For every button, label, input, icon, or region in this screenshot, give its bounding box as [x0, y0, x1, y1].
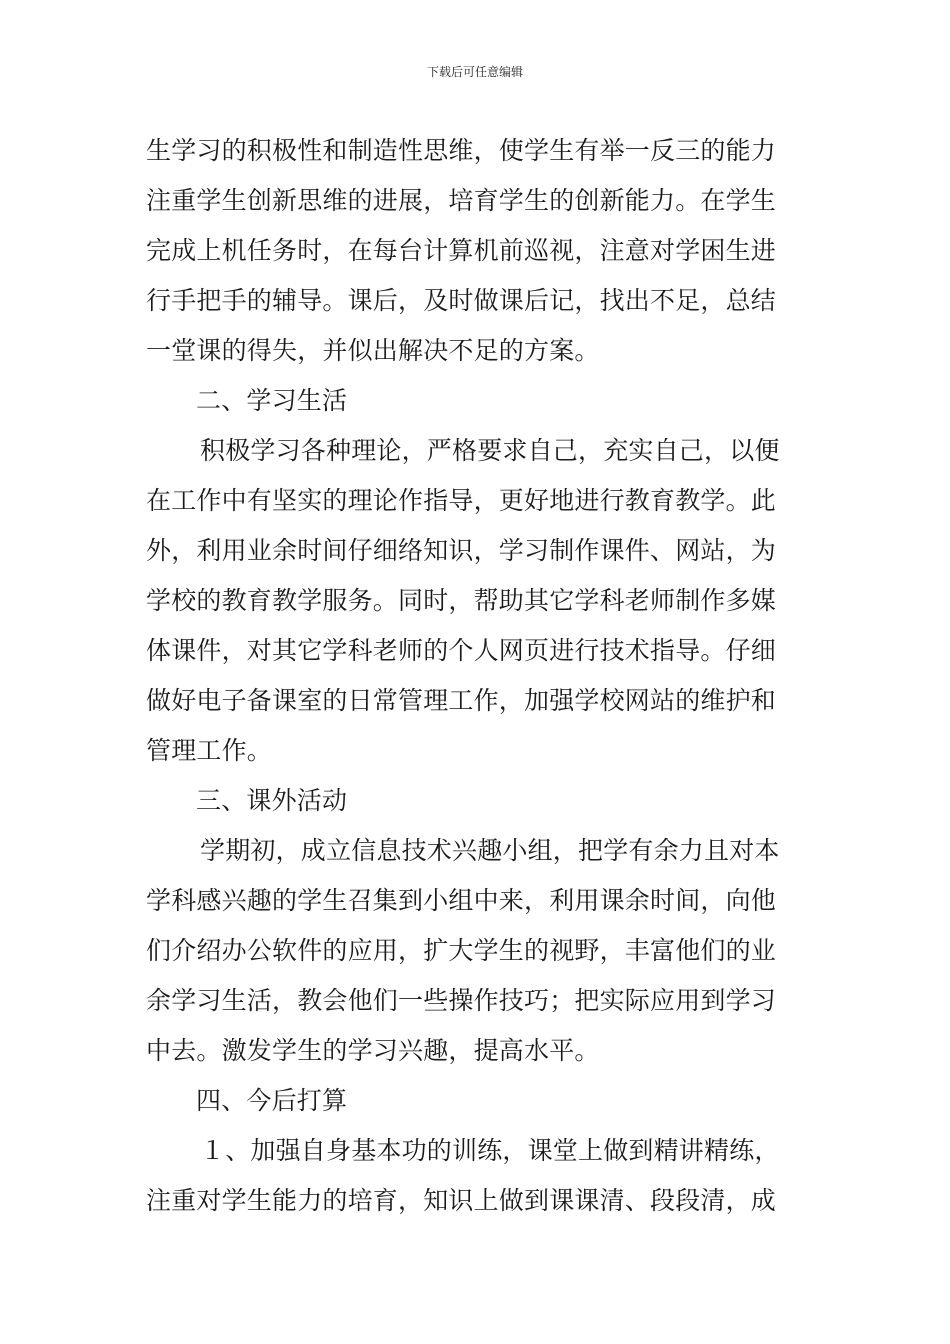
text-line: 学校的教育教学服务。同时，帮助其它学科老师制作多媒 — [146, 586, 777, 615]
page-header: 下载后可任意编辑 — [426, 65, 523, 79]
text-line: 体课件，对其它学科老师的个人网页进行技术指导。仔细 — [146, 636, 777, 665]
text-line: 行手把手的辅导。课后，及时做课后记，找出不足，总结 — [146, 286, 777, 315]
text-line: 在工作中有坚实的理论作指导，更好地进行教育教学。此 — [146, 486, 777, 515]
text-line: 完成上机任务时，在每台计算机前巡视，注意对学困生进 — [146, 236, 777, 265]
text-line: 外，利用业余时间仔细络知识，学习制作课件、网站，为 — [146, 536, 777, 565]
text-line: 一堂课的得失，并似出解决不足的方案。 — [146, 336, 600, 365]
section-heading: 三、课外活动 — [196, 786, 348, 815]
text-line: 做好电子备课室的日常管理工作，加强学校网站的维护和 — [146, 686, 777, 715]
text-line: 积极学习各种理论，严格要求自己，充实自己，以便 — [200, 436, 780, 465]
text-line: 们介绍办公软件的应用，扩大学生的视野，丰富他们的业 — [146, 936, 777, 965]
document-body — [146, 126, 810, 1226]
text-line: 学科感兴趣的学生召集到小组中来，利用课余时间，向他 — [146, 886, 777, 915]
text-line: 管理工作。 — [146, 736, 273, 765]
text-line: 注重对学生能力的培育，知识上做到课课清、段段清，成 — [146, 1186, 777, 1215]
section-heading: 二、学习生活 — [196, 386, 348, 415]
text-line: 注重学生创新思维的进展，培育学生的创新能力。在学生 — [146, 186, 777, 215]
text-line: 余学习生活，教会他们一些操作技巧；把实际应用到学习 — [146, 986, 777, 1015]
text-line: 中去。激发学生的学习兴趣，提高水平。 — [146, 1036, 600, 1065]
text-line: １、加强自身基本功的训练，课堂上做到精讲精练， — [200, 1136, 780, 1165]
section-heading: 四、今后打算 — [196, 1086, 348, 1115]
text-line: 学期初，成立信息技术兴趣小组，把学有余力且对本 — [200, 836, 780, 865]
text-line: 生学习的积极性和制造性思维，使学生有举一反三的能力 — [146, 136, 777, 165]
